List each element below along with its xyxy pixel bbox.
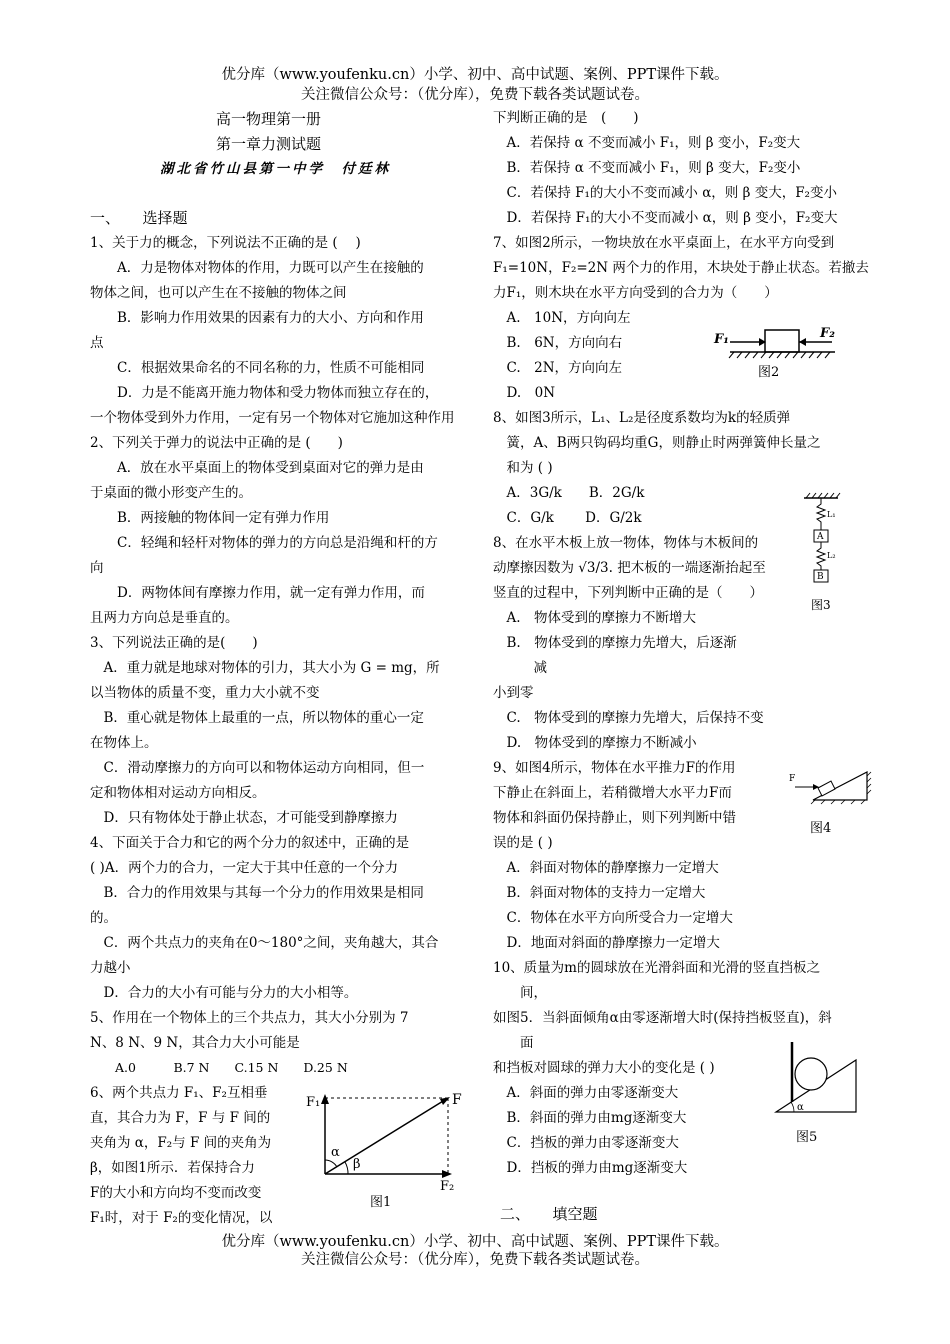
- q8a-options-cd: C．G/k D．G/2k: [493, 510, 642, 526]
- question-6-l4: β，如图1所示．若保持合力: [90, 1160, 255, 1176]
- question-6-l3: 夹角为 α，F₂与 F 间的夹角为: [90, 1135, 272, 1151]
- question-8b: 8、在水平木板上放一物体，物体与木板间的: [493, 535, 759, 551]
- fig2-label-f1: F₁: [714, 332, 729, 347]
- q2-option-c-cont: 向: [90, 560, 104, 576]
- q9-option-c: C．物体在水平方向所受合力一定增大: [493, 910, 733, 926]
- fig3-label-b: B: [817, 572, 824, 582]
- question-3: 3、下列说法正确的是( ): [90, 635, 258, 651]
- fig1-caption: 图1: [370, 1195, 392, 1210]
- q8b-option-c: C. 物体受到的摩擦力先增大，后保持不变: [493, 710, 764, 726]
- fig3-label-a: A: [817, 532, 824, 542]
- q8b-option-b: B. 物体受到的摩擦力先增大，后逐渐: [493, 635, 737, 651]
- footer-line-1: 优分库（www.youfenku.cn）小学、初中、高中试题、案例、PPT课件下载。: [221, 1234, 729, 1250]
- q1-option-c: C．根据效果命名的不同名称的力，性质不可能相同: [90, 360, 425, 376]
- q6-option-c: C．若保持 F₁的大小不变而减小 α，则 β 变大，F₂变小: [493, 185, 837, 201]
- figure-3: [796, 492, 856, 617]
- q6-option-d: D．若保持 F₁的大小不变而减小 α，则 β 变小，F₂变大: [493, 210, 838, 226]
- fig1-label-alpha: α: [331, 1145, 340, 1160]
- q8b-option-d: D. 物体受到的摩擦力不断减小: [493, 735, 697, 751]
- q2-option-d: D．两物体间有摩擦力作用，就一定有弹力作用，而: [90, 585, 425, 601]
- q2-option-c: C．轻绳和轻杆对物体的弹力的方向总是沿绳和杆的方: [90, 535, 438, 551]
- header-line-1: 优分库（www.youfenku.cn）小学、初中、高中试题、案例、PPT课件下载。: [221, 67, 729, 83]
- fig4-caption: 图4: [810, 821, 832, 836]
- fig1-label-beta: β: [353, 1157, 361, 1172]
- figure-5: [770, 1040, 865, 1150]
- q1-option-d: D．力是不能离开施力物体和受力物体而独立存在的，: [90, 385, 439, 401]
- q3-option-d: D．只有物体处于静止状态，才可能受到静摩擦力: [90, 810, 398, 826]
- question-8b-l2: 动摩擦因数为 √3/3. 把木板的一端逐渐抬起至: [493, 560, 766, 576]
- section-heading-2: 二、 填空题: [500, 1205, 598, 1223]
- question-5-cont: N、8 N、9 N，其合力大小可能是: [90, 1035, 300, 1051]
- q8a-options-ab: A．3G/k B．2G/k: [493, 485, 645, 501]
- header-line-2: 关注微信公众号：（优分库），免费下载各类试题试卷。: [301, 87, 649, 103]
- question-6-l2: 直，其合力为 F，F 与 F 间的: [90, 1110, 271, 1126]
- fig3-label-l1: L₁: [827, 510, 836, 519]
- q1-option-b: B．影响力作用效果的因素有力的大小、方向和作用: [90, 310, 424, 326]
- q6-cont: 下判断正确的是 ( ): [493, 110, 639, 126]
- question-2: 2、下列关于弹力的说法中正确的是 ( ): [90, 435, 343, 451]
- question-5: 5、作用在一个物体上的三个共点力，其大小分别为 7: [90, 1010, 409, 1026]
- q8b-option-b-l2: 减: [493, 660, 547, 676]
- q2-option-b: B．两接触的物体间一定有弹力作用: [90, 510, 330, 526]
- q9-option-b: B．斜面对物体的支持力一定增大: [493, 885, 706, 901]
- question-10-l3: 如图5．当斜面倾角α由零逐渐增大时(保持挡板竖直)，斜: [493, 1010, 832, 1026]
- fig5-caption: 图5: [796, 1130, 818, 1145]
- q9-option-d: D．地面对斜面的静摩擦力一定增大: [493, 935, 720, 951]
- fig1-label-f1: F₁: [306, 1095, 321, 1110]
- q7-option-b: B. 6N，方向向右: [493, 335, 623, 351]
- author-line: 湖北省竹山县第一中学 付廷林: [160, 161, 391, 177]
- q3-option-c: C．滑动摩擦力的方向可以和物体运动方向相同，但一: [90, 760, 425, 776]
- q4-option-a: ( )A．两个力的合力，一定大于其中任意的一个分力: [90, 860, 399, 876]
- figure-2: [710, 322, 850, 382]
- book-title: 高一物理第一册: [216, 110, 322, 128]
- q10-option-c: C．挡板的弹力由零逐渐变大: [493, 1135, 679, 1151]
- question-9-l2: 下静止在斜面上，若稍微增大水平力F而: [493, 785, 732, 801]
- fig5-label-alpha: α: [797, 1102, 804, 1113]
- fig4-label-f: F: [789, 774, 796, 784]
- question-10: 10、质量为m的圆球放在光滑斜面和光滑的竖直挡板之: [493, 960, 820, 976]
- question-8b-l3: 竖直的过程中，下列判断中正确的是（ ）: [493, 585, 763, 601]
- q3-option-b-cont: 在物体上。: [90, 735, 158, 751]
- fig3-label-l2: L₂: [827, 551, 836, 560]
- q2-option-a-cont: 于桌面的微小形变产生的。: [90, 485, 252, 501]
- question-10-l2: 间，: [493, 985, 547, 1001]
- question-7-l3: 力F₁，则木块在水平方向受到的合力为（ ）: [493, 285, 778, 301]
- q3-option-a: A．重力就是地球对物体的引力，其大小为 G = mg，所: [90, 660, 440, 676]
- fig1-label-f: F: [452, 1092, 462, 1108]
- q4-option-b-cont: 的。: [90, 910, 117, 926]
- section-heading: 一、 选择题: [90, 209, 188, 227]
- question-9-l4: 误的是 ( ): [493, 835, 553, 851]
- q4-option-b: B．合力的作用效果与其每一个分力的作用效果是相同: [90, 885, 424, 901]
- q6-option-a: A．若保持 α 不变而减小 F₁，则 β 变小，F₂变大: [493, 135, 801, 151]
- fig1-label-f2: F₂: [440, 1179, 455, 1194]
- question-8a-l3: 和为 ( ): [493, 460, 553, 476]
- q1-option-a-cont: 物体之间，也可以产生在不接触的物体之间: [90, 285, 347, 301]
- q4-option-d: D．合力的大小有可能与分力的大小相等。: [90, 985, 358, 1001]
- q8b-option-a: A. 物体受到的摩擦力不断增大: [493, 610, 697, 626]
- q3-option-a-cont: 以当物体的质量不变，重力大小就不变: [90, 685, 320, 701]
- question-7-l2: F₁=10N，F₂=2N 两个力的作用，木块处于静止状态。若撤去: [493, 260, 869, 276]
- question-9-l3: 物体和斜面仍保持静止，则下列判断中错: [493, 810, 736, 826]
- question-1: 1、关于力的概念，下列说法不正确的是 ( ): [90, 235, 361, 251]
- q3-option-c-cont: 定和物体相对运动方向相反。: [90, 785, 266, 801]
- question-6-l5: F的大小和方向均不变而改变: [90, 1185, 262, 1201]
- q7-option-c: C. 2N，方向向左: [493, 360, 623, 376]
- q5-options: A.0 B.7 N C.15 N D.25 N: [90, 1060, 348, 1075]
- q3-option-b: B．重心就是物体上最重的一点，所以物体的重心一定: [90, 710, 424, 726]
- question-8a-l2: 簧，A、B两只钩码均重G，则静止时两弹簧伸长量之: [493, 435, 821, 451]
- q10-option-d: D．挡板的弹力由mg逐渐变大: [493, 1160, 688, 1176]
- q10-option-b: B．斜面的弹力由mg逐渐变大: [493, 1110, 687, 1126]
- q4-option-c: C．两个共点力的夹角在0～180°之间，夹角越大，其合: [90, 935, 439, 951]
- q4-option-c-cont: 力越小: [90, 960, 131, 976]
- q6-option-b: B．若保持 α 不变而减小 F₁，则 β 变大，F₂变小: [493, 160, 801, 176]
- footer-line-2: 关注微信公众号：（优分库），免费下载各类试题试卷。: [301, 1252, 649, 1268]
- question-10-l5: 和挡板对圆球的弹力大小的变化是 ( ): [493, 1060, 715, 1076]
- fig3-caption: 图3: [811, 598, 831, 612]
- question-6: 6、两个共点力 F₁、F₂互相垂: [90, 1085, 268, 1101]
- q1-option-a: A．力是物体对物体的作用，力既可以产生在接触的: [90, 260, 424, 276]
- q7-option-a: A. 10N，方向向左: [493, 310, 631, 326]
- question-7: 7、如图2所示，一物块放在水平桌面上，在水平方向受到: [493, 235, 835, 251]
- fig2-caption: 图2: [758, 365, 780, 380]
- q9-option-a: A．斜面对物体的静摩擦力一定增大: [493, 860, 719, 876]
- chapter-title: 第一章力测试题: [216, 135, 322, 153]
- question-6-l6: F₁时，对于 F₂的变化情况，以: [90, 1210, 273, 1226]
- question-4: 4、下面关于合力和它的两个分力的叙述中，正确的是: [90, 835, 410, 851]
- q10-option-a: A．斜面的弹力由零逐渐变大: [493, 1085, 679, 1101]
- q1-option-d-cont: 一个物体受到外力作用，一定有另一个物体对它施加这种作用: [90, 410, 455, 426]
- question-10-l4: 面: [493, 1035, 534, 1051]
- fig2-label-f2: F₂: [820, 326, 835, 341]
- figure-4: [785, 762, 875, 840]
- q8b-option-b-l3: 小到零: [493, 685, 534, 701]
- q7-option-d: D. 0N: [493, 385, 556, 401]
- q2-option-d-cont: 且两力方向总是垂直的。: [90, 610, 239, 626]
- question-8a: 8、如图3所示，L₁、L₂是径度系数均为k的轻质弹: [493, 410, 791, 426]
- q2-option-a: A．放在水平桌面上的物体受到桌面对它的弹力是由: [90, 460, 424, 476]
- figure-1: [300, 1090, 470, 1215]
- q1-option-b-cont: 点: [90, 335, 104, 351]
- question-9: 9、如图4所示，物体在水平推力F的作用: [493, 760, 736, 776]
